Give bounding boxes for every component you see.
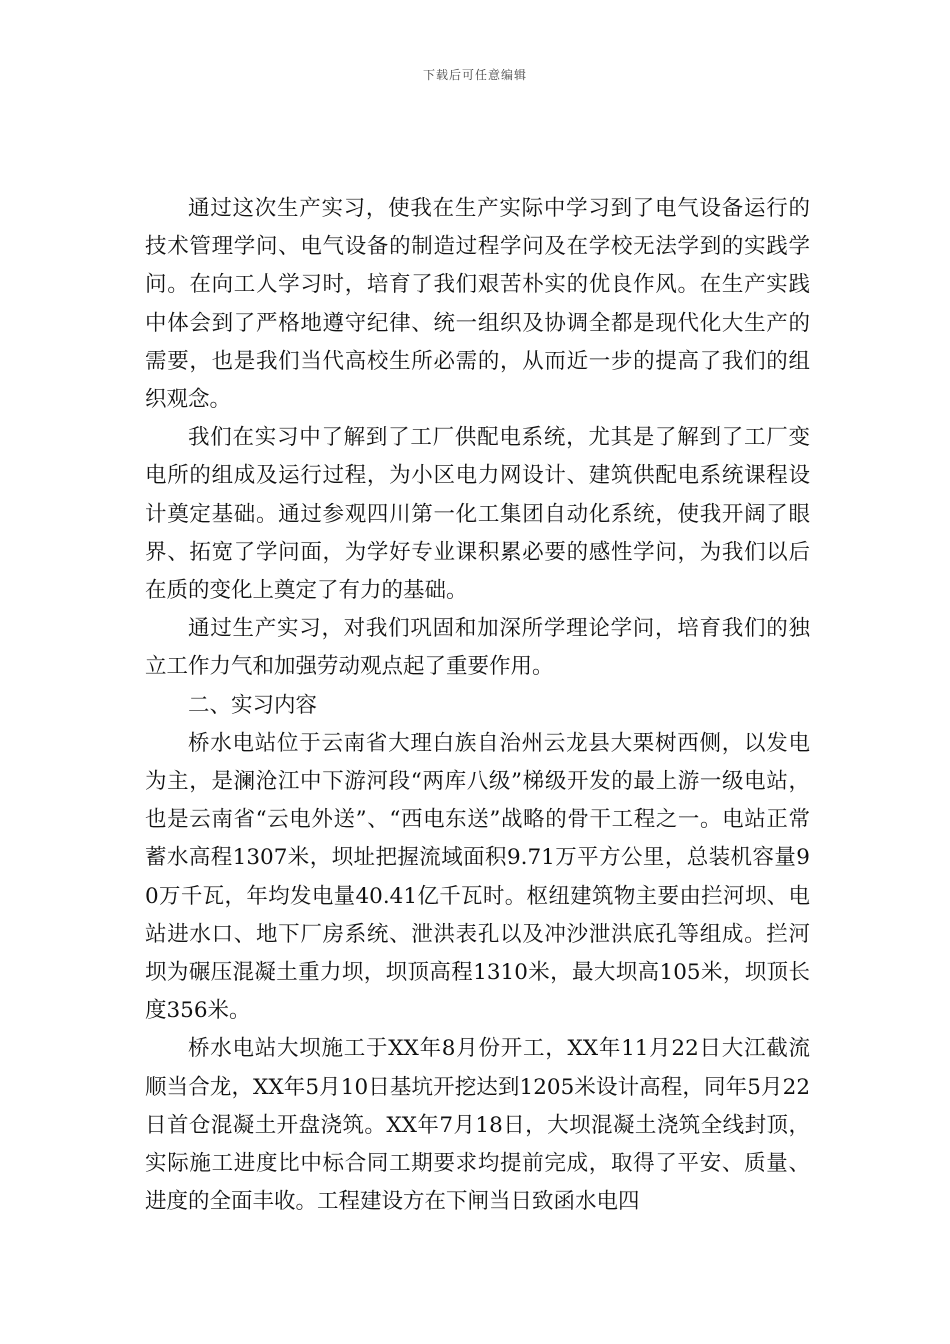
section-heading-internship-content: 二、实习内容 bbox=[188, 692, 318, 718]
document-body bbox=[145, 190, 810, 1221]
paragraph-hydropower-station: 桥水电站位于云南省大理白族自治州云龙县大栗树西侧，以发电为主，是澜沧江中下游河段“两库八级”梯级开发的最上游一级电站，也是云南省“云电外送”、“西电东送”战略的骨干工程之一。电站正常蓄水高程1307米，坝址把握流域面积9.71万平方公里，总装机容量90万千瓦，年均发电量40.41亿千瓦时。枢纽建筑物主要由拦河坝、电站进水口、地下厂房系统、泄洪表孔以及冲沙泄洪底孔等组成。拦河坝为碾压混凝土重力坝，坝顶高程1310米，最大坝高105米，坝顶长度356米。 bbox=[145, 730, 810, 1024]
paragraph-dam-construction: 桥水电站大坝施工于XX年8月份开工，XX年11月22日大江截流顺当合龙，XX年5月10日基坑开挖达到1205米设计高程，同年5月22日首仓混凝土开盘浇筑。XX年7月18日，大坝混凝土浇筑全线封顶，实际施工进度比中标合同工期要求均提前完成，取得了平安、质量、进度的全面丰收。工程建设方在下闸当日致函水电四 bbox=[145, 1036, 810, 1215]
page-header-note: 下载后可任意编辑 bbox=[422, 68, 527, 82]
paragraph-summary-practice: 通过这次生产实习，使我在生产实际中学习到了电气设备运行的技术管理学问、电气设备的制造过程学问及在学校无法学到的实践学问。在向工人学习时，培育了我们艰苦朴实的优良作风。在生产实践中体会到了严格地遵守纪律、统一组织及协调全都是现代化大生产的需要，也是我们当代高校生所必需的，从而近一步的提高了我们的组织观念。 bbox=[145, 196, 810, 413]
paragraph-power-system: 我们在实习中了解到了工厂供配电系统，尤其是了解到了工厂变电所的组成及运行过程，为小区电力网设计、建筑供配电系统课程设计奠定基础。通过参观四川第一化工集团自动化系统，使我开阔了眼界、拓宽了学问面，为学好专业课积累必要的感性学问，为我们以后在质的变化上奠定了有力的基础。 bbox=[145, 425, 810, 604]
paragraph-theory-consolidation: 通过生产实习，对我们巩固和加深所学理论学问，培育我们的独立工作力气和加强劳动观点起了重要作用。 bbox=[145, 616, 810, 680]
